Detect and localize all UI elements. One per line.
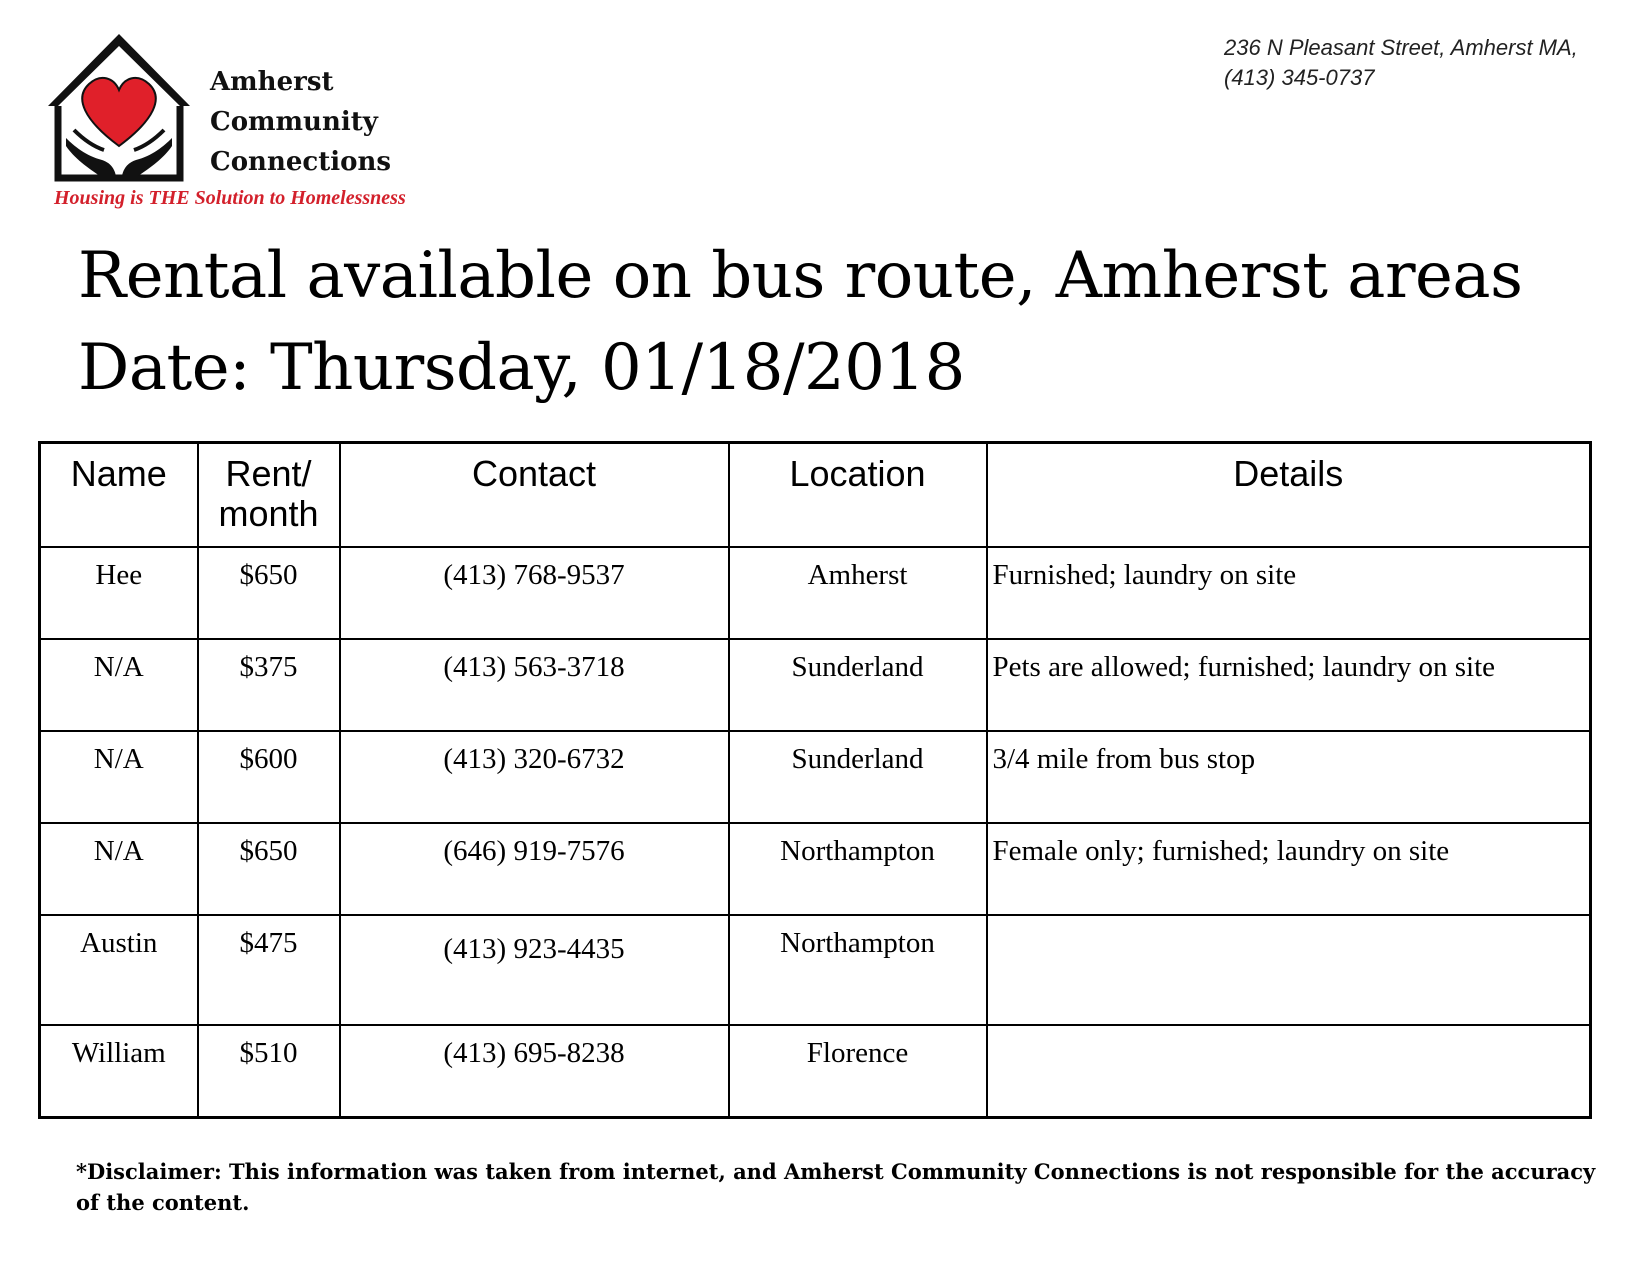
address-street: 236 N Pleasant Street, Amherst MA, <box>1224 35 1578 60</box>
cell-details: Female only; furnished; laundry on site <box>987 823 1591 915</box>
table-row <box>40 1025 1591 1118</box>
cell-rent: $475 <box>198 915 340 1025</box>
cell-name: N/A <box>40 823 198 915</box>
cell-location: Amherst <box>729 547 987 639</box>
org-name-line: Connections <box>210 147 391 177</box>
table-header-row <box>40 443 1591 548</box>
column-header-location: Location <box>729 443 987 548</box>
cell-location: Florence <box>729 1025 987 1118</box>
table-row <box>40 731 1591 823</box>
cell-rent: $510 <box>198 1025 340 1118</box>
cell-name: Hee <box>40 547 198 639</box>
org-address <box>1224 33 1578 93</box>
cell-contact: (413) 923-4435 <box>340 915 729 1025</box>
table-row <box>40 639 1591 731</box>
cell-rent: $650 <box>198 547 340 639</box>
cell-rent: $650 <box>198 823 340 915</box>
cell-name: William <box>40 1025 198 1118</box>
cell-location: Sunderland <box>729 639 987 731</box>
column-header-details: Details <box>987 443 1591 548</box>
cell-name: Austin <box>40 915 198 1025</box>
cell-details <box>987 915 1591 1025</box>
house-heart-hands-icon <box>44 28 194 188</box>
cell-contact: (646) 919-7576 <box>340 823 729 915</box>
disclaimer: *Disclaimer: This information was taken from internet, and Amherst Community Connections is not responsible for the accuracy of the content. <box>76 1159 1596 1215</box>
cell-contact: (413) 563-3718 <box>340 639 729 731</box>
cell-contact: (413) 695-8238 <box>340 1025 729 1118</box>
cell-location: Sunderland <box>729 731 987 823</box>
cell-location: Northampton <box>729 823 987 915</box>
cell-details: 3/4 mile from bus stop <box>987 731 1591 823</box>
org-name-line: Amherst <box>210 67 334 97</box>
cell-rent: $600 <box>198 731 340 823</box>
column-header-contact: Contact <box>340 443 729 548</box>
table-row <box>40 915 1591 1025</box>
title-line: Rental available on bus route, Amherst areas <box>78 239 1523 313</box>
rental-listings-table <box>38 441 1592 1119</box>
cell-name: N/A <box>40 639 198 731</box>
column-header-name: Name <box>40 443 198 548</box>
org-name-line: Community <box>210 107 378 137</box>
date-line: Date: Thursday, 01/18/2018 <box>78 331 965 405</box>
cell-details: Furnished; laundry on site <box>987 547 1591 639</box>
cell-name: N/A <box>40 731 198 823</box>
address-phone: (413) 345-0737 <box>1224 65 1375 90</box>
cell-details <box>987 1025 1591 1118</box>
column-header-rent: Rent/ month <box>198 443 340 548</box>
cell-location: Northampton <box>729 915 987 1025</box>
table-row <box>40 823 1591 915</box>
org-name <box>210 62 391 182</box>
cell-rent: $375 <box>198 639 340 731</box>
cell-contact: (413) 320-6732 <box>340 731 729 823</box>
table-row <box>40 547 1591 639</box>
org-logo <box>40 22 485 222</box>
page-title <box>78 230 1522 414</box>
org-tagline: Housing is THE Solution to Homelessness <box>54 187 406 209</box>
cell-details: Pets are allowed; furnished; laundry on site <box>987 639 1591 731</box>
cell-contact: (413) 768-9537 <box>340 547 729 639</box>
